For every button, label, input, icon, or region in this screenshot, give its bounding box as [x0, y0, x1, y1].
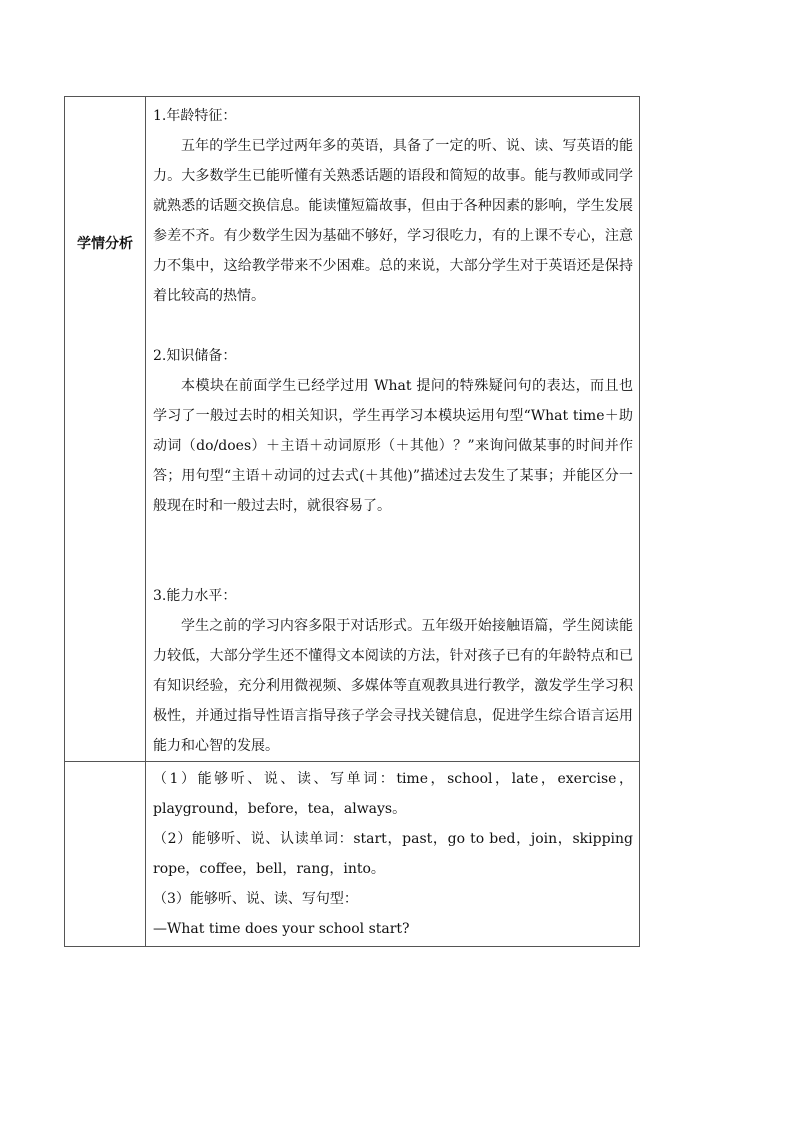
section-text-knowledge: 本模块在前面学生已经学过用 What 提问的特殊疑问句的表达，而且也学习了一般过去时的相关知识，学生再学习本模块运用句型“What time＋助动词（do/does）＋主语＋动词原形（＋其他）？”来询问做某事的时间并作答；用句型“主语＋动词的过去式(＋其他)”描述过去发生了某事；并能区分一般现在时和一般过去时，就很容易了。 — [153, 378, 633, 514]
section-text-age: 五年的学生已学过两年多的英语，具备了一定的听、说、读、写英语的能力。大多数学生已能听懂有关熟悉话题的语段和简短的故事。能与教师或同学就熟悉的话题交换信息。能读懂短篇故事，但由于各种因素的影响，学生发展参差不齐。有少数学生因为基础不够好，学习很吃力，有的上课不专心，注意力不集中，这给教学带来不少困难。总的来说，大部分学生对于英语还是保持着比较高的热情。 — [153, 138, 633, 304]
table-row-objectives — [65, 762, 640, 947]
objectives-content-cell — [146, 762, 640, 947]
section-heading-age: 1.年龄特征： — [153, 108, 237, 124]
section-heading-knowledge: 2.知识储备： — [153, 348, 237, 364]
objective-line-2: （2）能够听、说、认读单词：start，past，go to bed，join，skipping rope，coffee，bell，rang，into。 — [153, 831, 633, 877]
table-row-analysis — [65, 97, 640, 762]
lesson-plan-table — [64, 96, 640, 947]
row-label-cell-empty — [65, 762, 146, 947]
objective-line-4: —What time does your school start? — [153, 921, 410, 937]
objective-line-1: （1）能够听、说、读、写单词：time，school，late，exercise，playground，before，tea，always。 — [153, 771, 633, 817]
row-label-cell — [65, 97, 146, 762]
section-heading-ability: 3.能力水平： — [153, 588, 237, 604]
analysis-content-cell — [146, 97, 640, 762]
row-label-student-analysis: 学情分析 — [77, 236, 133, 252]
objective-line-3: （3）能够听、说、读、写句型： — [153, 891, 358, 907]
section-text-ability: 学生之前的学习内容多限于对话形式。五年级开始接触语篇，学生阅读能力较低，大部分学生还不懂得文本阅读的方法，针对孩子已有的年龄特点和已有知识经验，充分利用微视频、多媒体等直观教具进行教学，激发学生学习积极性，并通过指导性语言指导孩子学会寻找关键信息，促进学生综合语言运用能力和心智的发展。 — [153, 618, 633, 754]
